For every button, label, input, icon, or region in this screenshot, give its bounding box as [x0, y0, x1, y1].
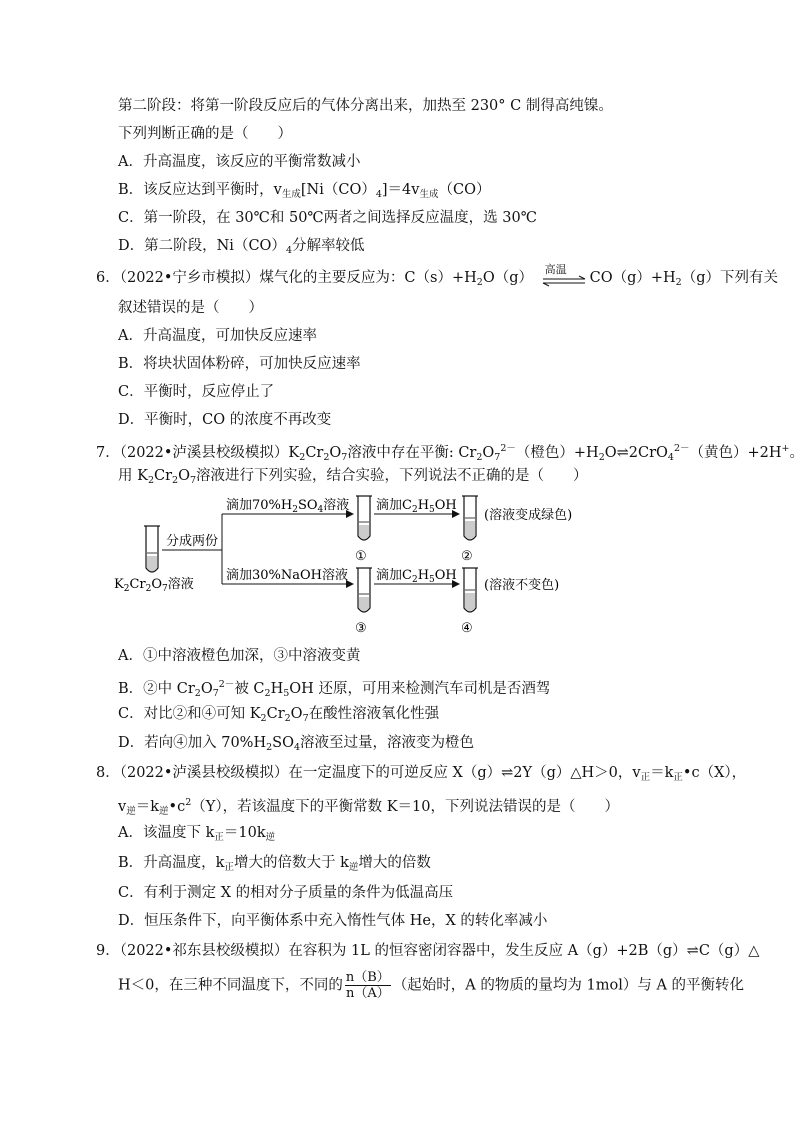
- test-tube-4: [462, 568, 478, 612]
- tube-2-note: (溶液变成绿色): [484, 508, 573, 523]
- q9-stem-line1: 9．（2022•祁东县校级模拟）在容积为 1L 的恒容密闭容器中，发生反应 A（g）+2B（g）⇌C（g）△: [96, 943, 760, 959]
- base-reagent-label: 滴加30%NaOH溶液: [226, 568, 349, 583]
- acid-reagent-label: 滴加$70\%H_2SO_4$溶液: [226, 498, 350, 515]
- ratio-fraction: $\frac{n(B)}{n(A)}$: [345, 970, 390, 1001]
- tube-2-label: ②: [461, 549, 473, 564]
- stage2-text: 第二阶段：将第一阶段反应后的气体分离出来，加热至 230° C 制得高纯镍。: [118, 98, 613, 114]
- q6-option-b: B．将块状固体粉碎，可加快反应速率: [118, 356, 361, 372]
- experiment-diagram: [110, 488, 630, 640]
- ethanol-label-bottom: 滴加$C_2H_5OH$: [376, 568, 457, 585]
- q8-option-a: A．该温度下 $k_正=10k_逆$: [118, 825, 276, 843]
- q8-stem-line2: $v_逆=k_逆•c^2(Y)$，若该温度下的平衡常数 K＝10，下列说法错误的是（ ）: [118, 797, 619, 817]
- option-c: C．第一阶段，在 30℃和 50℃两者之间选择反应温度，选 30℃: [118, 210, 537, 226]
- q6-option-a: A．升高温度，可加快反应速率: [118, 328, 317, 344]
- q7-option-d: D．若向④加入 $70\%H_2SO_4$溶液至过量，溶液变为橙色: [118, 735, 475, 753]
- q7-stem-line1: 7．（2022•泸溪县校级模拟）$K_2Cr_2O_7$溶液中存在平衡: $Cr_2O_7^{2-}$（橙色）$+H_2O\rightleftharpoons 2CrO_4^{2-}$（黄色）+2H+。: [96, 443, 804, 463]
- q7-option-c: C．对比②和④可知 $K_2Cr_2O_7$在酸性溶液氧化性强: [118, 706, 440, 724]
- tube-3-label: ③: [355, 621, 367, 636]
- ethanol-label-top: 滴加$C_2H_5OH$: [376, 498, 457, 515]
- tube-4-note: (溶液不变色): [484, 578, 560, 593]
- q7-option-a: A．①中溶液橙色加深，③中溶液变黄: [118, 648, 361, 664]
- q6-option-c: C．平衡时，反应停止了: [118, 384, 275, 400]
- test-tube-1: [356, 496, 372, 540]
- q8-option-b: B．升高温度，$k_正$增大的倍数大于 $k_逆$增大的倍数: [118, 855, 431, 873]
- q6-stem-line1: 6．（2022•宁乡市模拟）煤气化的主要反应为：$C(s)+H_2O(g)$ 高温 $CO(g)+H_2(g)$下列有关: [96, 263, 778, 288]
- test-tube-2: [462, 496, 478, 540]
- option-b: B．该反应达到平衡时，$v_{生成}[Ni(CO)_4]=4v_{生成}(CO)$: [118, 182, 491, 200]
- question-stem: 下列判断正确的是（ ）: [118, 126, 292, 142]
- test-tube-3: [356, 568, 372, 612]
- q8-option-c: C．有利于测定 X 的相对分子质量的条件为低温高压: [118, 885, 454, 901]
- q6-option-d: D．平衡时，CO 的浓度不再改变: [118, 412, 332, 428]
- source-test-tube: [144, 526, 160, 572]
- tube-1-label: ①: [355, 549, 367, 564]
- q8-stem-line1: 8．（2022•泸溪县校级模拟）在一定温度下的可逆反应 X（g）⇌2Y（g）△H＞0，$v_正=k_正•c(X)$，: [96, 765, 747, 783]
- option-a: A．升高温度，该反应的平衡常数减小: [118, 154, 361, 170]
- source-label: $K_2Cr_2O_7$溶液: [114, 577, 194, 594]
- option-d: D．第二阶段，$Ni(CO)_4$分解率较低: [118, 238, 365, 256]
- equilibrium-arrow-icon: 高温: [541, 268, 587, 288]
- split-label: 分成两份: [166, 534, 219, 549]
- tube-4-label: ④: [461, 621, 473, 636]
- q9-stem-line2: H＜0，在三种不同温度下，不同的 $\frac{n(B)}{n(A)}$ （起始时，A 的物质的量均为 1mol）与 A 的平衡转化: [118, 970, 745, 1001]
- q7-option-b: B．②中 $Cr_2O_7^{2-}$被 $C_2H_5OH$ 还原，可用来检测汽车司机是否酒驾: [118, 679, 551, 699]
- q7-stem-line2: 用 $K_2Cr_2O_7$溶液进行下列实验，结合实验，下列说法不正确的是（ ）: [118, 468, 588, 486]
- q6-stem-line2: 叙述错误的是（ ）: [118, 300, 263, 316]
- q8-option-d: D．恒压条件下，向平衡体系中充入惰性气体 He，X 的转化率减小: [118, 913, 548, 929]
